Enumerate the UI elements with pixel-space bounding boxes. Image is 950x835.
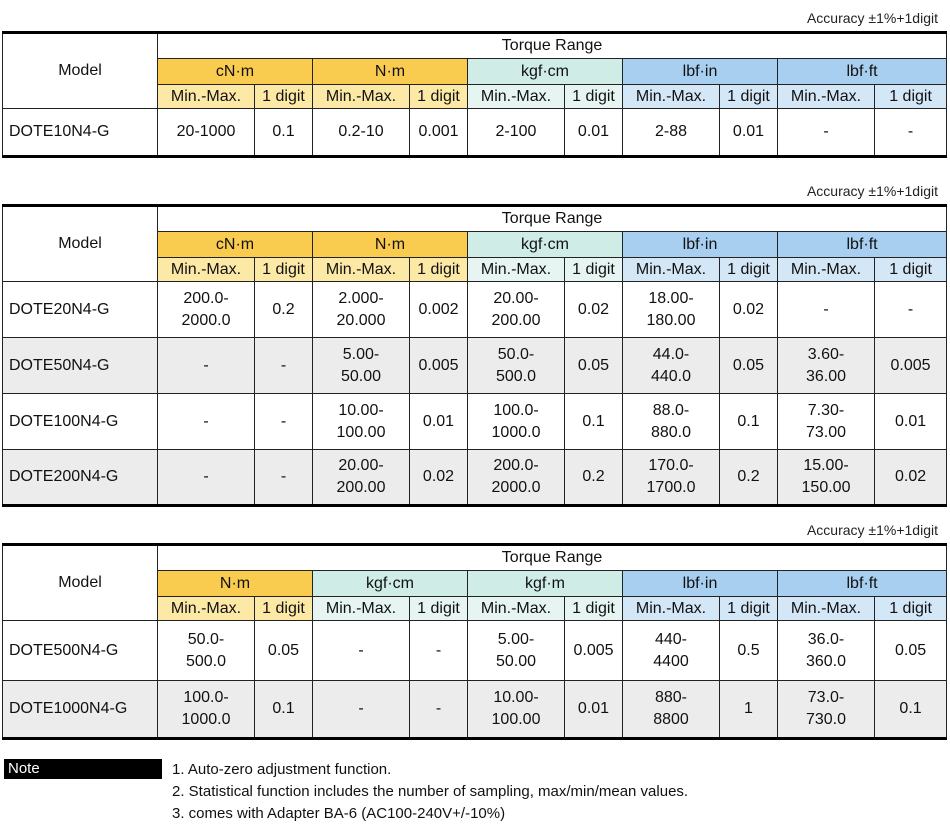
- digit-cell: 0.005: [565, 621, 623, 681]
- digit-header: 1 digit: [565, 258, 623, 282]
- minmax-header: Min.-Max.: [778, 258, 875, 282]
- digit-header: 1 digit: [410, 597, 468, 621]
- accuracy-note: Accuracy ±1%+1digit: [806, 522, 938, 538]
- table-row: [3, 681, 947, 739]
- digit-cell: 0.02: [875, 450, 947, 506]
- minmax-header: Min.-Max.: [623, 258, 720, 282]
- minmax-header: Min.-Max.: [313, 597, 410, 621]
- digit-cell: 0.1: [255, 681, 313, 739]
- unit-header: lbf·ft: [778, 59, 947, 85]
- model-cell: DOTE1000N4-G: [3, 681, 158, 739]
- digit-header: 1 digit: [720, 85, 778, 109]
- table-row: [3, 338, 947, 394]
- digit-cell: -: [255, 338, 313, 394]
- unit-header: cN·m: [158, 232, 313, 258]
- range-cell: -: [778, 282, 875, 338]
- digit-cell: 0.1: [565, 394, 623, 450]
- header-row: [3, 33, 947, 59]
- range-cell: 20-1000: [158, 109, 255, 157]
- table-row: [3, 109, 947, 157]
- range-cell: 200.0- 2000.0: [468, 450, 565, 506]
- range-cell: 3.60- 36.00: [778, 338, 875, 394]
- digit-cell: 0.2: [565, 450, 623, 506]
- digit-cell: 0.2: [720, 450, 778, 506]
- digit-header: 1 digit: [875, 258, 947, 282]
- table-row: [3, 282, 947, 338]
- range-cell: -: [158, 338, 255, 394]
- accuracy-note: Accuracy ±1%+1digit: [806, 10, 938, 26]
- digit-cell: 0.05: [875, 621, 947, 681]
- minmax-header: Min.-Max.: [468, 597, 565, 621]
- range-cell: -: [313, 681, 410, 739]
- digit-cell: 0.01: [565, 681, 623, 739]
- range-cell: 44.0- 440.0: [623, 338, 720, 394]
- digit-cell: -: [410, 621, 468, 681]
- model-cell: DOTE100N4-G: [3, 394, 158, 450]
- torque-range-header: Torque Range: [158, 545, 947, 571]
- range-cell: 100.0- 1000.0: [468, 394, 565, 450]
- unit-header: kgf·cm: [468, 232, 623, 258]
- digit-cell: 1: [720, 681, 778, 739]
- digit-header: 1 digit: [565, 85, 623, 109]
- model-header: Model: [3, 545, 158, 621]
- unit-header: lbf·in: [623, 571, 778, 597]
- digit-cell: -: [875, 109, 947, 157]
- minmax-header: Min.-Max.: [313, 85, 410, 109]
- digit-header: 1 digit: [720, 258, 778, 282]
- header-row: [3, 206, 947, 232]
- digit-cell: 0.02: [720, 282, 778, 338]
- spec-table-3: [2, 543, 947, 740]
- range-cell: 880- 8800: [623, 681, 720, 739]
- digit-cell: 0.01: [720, 109, 778, 157]
- table-row: [3, 621, 947, 681]
- unit-header: N·m: [313, 59, 468, 85]
- minmax-header: Min.-Max.: [313, 258, 410, 282]
- digit-cell: 0.5: [720, 621, 778, 681]
- range-cell: 2-88: [623, 109, 720, 157]
- digit-cell: 0.1: [720, 394, 778, 450]
- range-cell: 7.30- 73.00: [778, 394, 875, 450]
- model-header: Model: [3, 33, 158, 109]
- range-cell: 50.0- 500.0: [468, 338, 565, 394]
- digit-cell: -: [255, 450, 313, 506]
- spec-table-2: [2, 204, 947, 507]
- range-cell: -: [778, 109, 875, 157]
- range-cell: 440- 4400: [623, 621, 720, 681]
- table-row: [3, 450, 947, 506]
- range-cell: 200.0- 2000.0: [158, 282, 255, 338]
- digit-cell: 0.1: [255, 109, 313, 157]
- digit-cell: -: [255, 394, 313, 450]
- minmax-header: Min.-Max.: [468, 258, 565, 282]
- range-cell: 100.0- 1000.0: [158, 681, 255, 739]
- model-cell: DOTE10N4-G: [3, 109, 158, 157]
- range-cell: 170.0- 1700.0: [623, 450, 720, 506]
- digit-cell: 0.05: [720, 338, 778, 394]
- digit-header: 1 digit: [255, 85, 313, 109]
- range-cell: 10.00- 100.00: [468, 681, 565, 739]
- header-row: [3, 545, 947, 571]
- digit-cell: 0.01: [565, 109, 623, 157]
- model-cell: DOTE200N4-G: [3, 450, 158, 506]
- range-cell: -: [158, 450, 255, 506]
- unit-header: lbf·in: [623, 59, 778, 85]
- range-cell: 15.00- 150.00: [778, 450, 875, 506]
- table-row: [3, 394, 947, 450]
- model-cell: DOTE500N4-G: [3, 621, 158, 681]
- spec-table-1: [2, 31, 947, 158]
- unit-header: kgf·cm: [468, 59, 623, 85]
- digit-cell: 0.02: [565, 282, 623, 338]
- range-cell: -: [313, 621, 410, 681]
- digit-header: 1 digit: [565, 597, 623, 621]
- digit-cell: 0.002: [410, 282, 468, 338]
- minmax-header: Min.-Max.: [158, 258, 255, 282]
- digit-cell: 0.005: [410, 338, 468, 394]
- range-cell: -: [158, 394, 255, 450]
- unit-header: kgf·m: [468, 571, 623, 597]
- unit-header: kgf·cm: [313, 571, 468, 597]
- digit-header: 1 digit: [875, 85, 947, 109]
- range-cell: 20.00- 200.00: [468, 282, 565, 338]
- range-cell: 10.00- 100.00: [313, 394, 410, 450]
- range-cell: 20.00- 200.00: [313, 450, 410, 506]
- model-cell: DOTE20N4-G: [3, 282, 158, 338]
- range-cell: 5.00- 50.00: [468, 621, 565, 681]
- range-cell: 2.000- 20.000: [313, 282, 410, 338]
- digit-header: 1 digit: [720, 597, 778, 621]
- range-cell: 88.0- 880.0: [623, 394, 720, 450]
- unit-header: N·m: [158, 571, 313, 597]
- minmax-header: Min.-Max.: [158, 597, 255, 621]
- range-cell: 50.0- 500.0: [158, 621, 255, 681]
- range-cell: 73.0- 730.0: [778, 681, 875, 739]
- digit-header: 1 digit: [255, 258, 313, 282]
- accuracy-note: Accuracy ±1%+1digit: [806, 183, 938, 199]
- unit-header: lbf·in: [623, 232, 778, 258]
- note-item: 1. Auto-zero adjustment function.: [172, 761, 392, 778]
- unit-header: lbf·ft: [778, 232, 947, 258]
- digit-cell: 0.1: [875, 681, 947, 739]
- minmax-header: Min.-Max.: [778, 85, 875, 109]
- digit-cell: -: [875, 282, 947, 338]
- minmax-header: Min.-Max.: [468, 85, 565, 109]
- range-cell: 36.0- 360.0: [778, 621, 875, 681]
- digit-cell: 0.001: [410, 109, 468, 157]
- digit-header: 1 digit: [255, 597, 313, 621]
- digit-cell: 0.05: [255, 621, 313, 681]
- digit-cell: -: [410, 681, 468, 739]
- note-item: 2. Statistical function includes the number of sampling, max/min/mean values.: [172, 783, 689, 800]
- unit-header: lbf·ft: [778, 571, 947, 597]
- notes-list: [172, 759, 688, 825]
- torque-range-header: Torque Range: [158, 33, 947, 59]
- digit-cell: 0.005: [875, 338, 947, 394]
- unit-header: N·m: [313, 232, 468, 258]
- model-header: Model: [3, 206, 158, 282]
- digit-header: 1 digit: [875, 597, 947, 621]
- minmax-header: Min.-Max.: [778, 597, 875, 621]
- digit-cell: 0.05: [565, 338, 623, 394]
- minmax-header: Min.-Max.: [623, 597, 720, 621]
- torque-range-header: Torque Range: [158, 206, 947, 232]
- note-item: 3. comes with Adapter BA-6 (AC100-240V+/-10%): [172, 805, 506, 822]
- range-cell: 2-100: [468, 109, 565, 157]
- model-cell: DOTE50N4-G: [3, 338, 158, 394]
- digit-header: 1 digit: [410, 85, 468, 109]
- digit-cell: 0.02: [410, 450, 468, 506]
- digit-cell: 0.01: [410, 394, 468, 450]
- range-cell: 0.2-10: [313, 109, 410, 157]
- minmax-header: Min.-Max.: [623, 85, 720, 109]
- unit-header: cN·m: [158, 59, 313, 85]
- note-label: Note: [4, 759, 162, 779]
- digit-header: 1 digit: [410, 258, 468, 282]
- range-cell: 18.00- 180.00: [623, 282, 720, 338]
- minmax-header: Min.-Max.: [158, 85, 255, 109]
- digit-cell: 0.01: [875, 394, 947, 450]
- range-cell: 5.00- 50.00: [313, 338, 410, 394]
- digit-cell: 0.2: [255, 282, 313, 338]
